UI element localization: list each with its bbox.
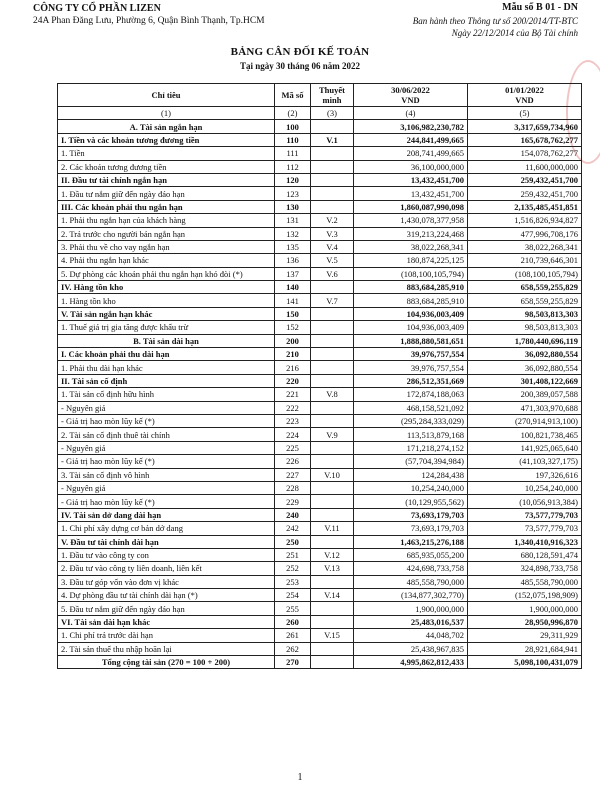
table-row — [58, 374, 582, 387]
row-note — [311, 307, 354, 320]
row-label: 1. Đầu tư nắm giữ đến ngày đáo hạn — [58, 187, 275, 200]
row-label: IV. Hàng tồn kho — [58, 281, 275, 294]
row-value-previous: 197,326,616 — [468, 468, 582, 481]
row-note: V.5 — [311, 254, 354, 267]
table-row — [58, 348, 582, 361]
row-value-current: 25,483,016,537 — [354, 615, 468, 628]
row-note — [311, 455, 354, 468]
row-code: 131 — [275, 214, 311, 227]
row-value-previous: 29,311,929 — [468, 629, 582, 642]
table-row — [58, 642, 582, 655]
row-note — [311, 361, 354, 374]
row-note — [311, 602, 354, 615]
row-code: 130 — [275, 200, 311, 213]
table-row — [58, 589, 582, 602]
table-row — [58, 615, 582, 628]
row-code: 242 — [275, 522, 311, 535]
row-value-previous: 1,900,000,000 — [468, 602, 582, 615]
row-label: III. Các khoản phải thu ngắn hạn — [58, 200, 275, 213]
table-row — [58, 120, 582, 133]
row-code: 254 — [275, 589, 311, 602]
row-code: 225 — [275, 441, 311, 454]
table-row — [58, 455, 582, 468]
row-code: 210 — [275, 348, 311, 361]
row-note — [311, 147, 354, 160]
table-row — [58, 414, 582, 427]
row-value-current: 485,558,790,000 — [354, 575, 468, 588]
row-value-previous: (108,100,105,794) — [468, 267, 582, 280]
row-value-previous: 200,389,057,588 — [468, 388, 582, 401]
row-value-previous: 1,516,826,934,827 — [468, 214, 582, 227]
row-value-previous: 100,821,738,465 — [468, 428, 582, 441]
table-row — [58, 428, 582, 441]
table-row — [58, 254, 582, 267]
row-code: 220 — [275, 374, 311, 387]
col-index: (5) — [468, 107, 582, 120]
row-value-current: 883,684,285,910 — [354, 281, 468, 294]
row-code: 135 — [275, 240, 311, 253]
row-value-previous: 141,925,065,640 — [468, 441, 582, 454]
row-value-previous: 73,577,779,703 — [468, 508, 582, 521]
row-label: 2. Trả trước cho người bán ngắn hạn — [58, 227, 275, 240]
row-note — [311, 495, 354, 508]
row-label: 4. Phải thu ngắn hạn khác — [58, 254, 275, 267]
row-value-current: 468,158,521,092 — [354, 401, 468, 414]
table-row — [58, 361, 582, 374]
table-row — [58, 307, 582, 320]
row-value-current: 1,860,087,990,098 — [354, 200, 468, 213]
row-value-current: 124,284,438 — [354, 468, 468, 481]
row-value-previous: (41,103,327,175) — [468, 455, 582, 468]
col-header-note: Thuyết minh — [311, 84, 354, 107]
row-code: 152 — [275, 321, 311, 334]
row-code: 270 — [275, 656, 311, 669]
table-row — [58, 200, 582, 213]
row-value-current: 180,874,225,125 — [354, 254, 468, 267]
row-value-previous: 3,317,659,734,960 — [468, 120, 582, 133]
row-value-current: 208,741,499,665 — [354, 147, 468, 160]
row-label: 2. Các khoản tương đương tiền — [58, 160, 275, 173]
row-note: V.8 — [311, 388, 354, 401]
table-row — [58, 214, 582, 227]
row-label: 2. Đầu tư vào công ty liên doanh, liên kết — [58, 562, 275, 575]
table-row — [58, 562, 582, 575]
row-value-current: 39,976,757,554 — [354, 361, 468, 374]
row-value-current: 104,936,003,409 — [354, 307, 468, 320]
row-label: 1. Chi phí xây dựng cơ bản dở dang — [58, 522, 275, 535]
row-label: II. Đầu tư tài chính ngắn hạn — [58, 173, 275, 186]
row-code: 240 — [275, 508, 311, 521]
row-value-previous: 154,078,762,277 — [468, 147, 582, 160]
table-row — [58, 441, 582, 454]
row-note — [311, 374, 354, 387]
row-note — [311, 160, 354, 173]
row-note: V.6 — [311, 267, 354, 280]
row-note: V.11 — [311, 522, 354, 535]
balance-sheet-table — [57, 83, 582, 669]
row-code: 260 — [275, 615, 311, 628]
row-label: I. Tiền và các khoản tương đương tiền — [58, 133, 275, 146]
row-code: 150 — [275, 307, 311, 320]
row-label: - Giá trị hao mòn lũy kế (*) — [58, 495, 275, 508]
table-row — [58, 267, 582, 280]
row-value-previous: 1,340,410,916,323 — [468, 535, 582, 548]
col-index: (1) — [58, 107, 275, 120]
row-value-previous: 259,432,451,700 — [468, 187, 582, 200]
table-row — [58, 388, 582, 401]
row-code: 224 — [275, 428, 311, 441]
row-label: - Giá trị hao mòn lũy kế (*) — [58, 455, 275, 468]
row-value-current: 1,463,215,276,188 — [354, 535, 468, 548]
row-note — [311, 334, 354, 347]
row-value-previous: 98,503,813,303 — [468, 321, 582, 334]
circular-line-2: Ngày 22/12/2014 của Bộ Tài chính — [451, 28, 578, 38]
company-name: CÔNG TY CỔ PHẦN LIZEN — [33, 3, 161, 14]
company-address: 24A Phan Đăng Lưu, Phường 6, Quận Bình Thạnh, Tp.HCM — [33, 16, 265, 26]
row-code: 100 — [275, 120, 311, 133]
row-value-previous: 73,577,779,703 — [468, 522, 582, 535]
col-index: (3) — [311, 107, 354, 120]
row-code: 137 — [275, 267, 311, 280]
row-value-current: 104,936,003,409 — [354, 321, 468, 334]
row-label: V. Đầu tư tài chính dài hạn — [58, 535, 275, 548]
row-value-current: 1,430,078,377,958 — [354, 214, 468, 227]
row-code: 110 — [275, 133, 311, 146]
row-value-current: 3,106,982,230,782 — [354, 120, 468, 133]
row-label: 1. Phải thu dài hạn khác — [58, 361, 275, 374]
row-value-previous: 324,898,733,758 — [468, 562, 582, 575]
row-value-previous: 10,254,240,000 — [468, 481, 582, 494]
row-value-current: 13,432,451,700 — [354, 187, 468, 200]
row-code: 123 — [275, 187, 311, 200]
row-value-previous: 38,022,268,341 — [468, 240, 582, 253]
row-label: 5. Dự phòng các khoản phải thu ngắn hạn khó đòi (*) — [58, 267, 275, 280]
row-value-current: (57,704,394,984) — [354, 455, 468, 468]
row-label: VI. Tài sản dài hạn khác — [58, 615, 275, 628]
row-note: V.12 — [311, 548, 354, 561]
table-row — [58, 602, 582, 615]
table-row — [58, 401, 582, 414]
row-note: V.3 — [311, 227, 354, 240]
row-label: - Nguyên giá — [58, 481, 275, 494]
row-code: 251 — [275, 548, 311, 561]
row-value-current: 10,254,240,000 — [354, 481, 468, 494]
row-value-current: (134,877,302,770) — [354, 589, 468, 602]
row-note — [311, 656, 354, 669]
row-value-current: 38,022,268,341 — [354, 240, 468, 253]
table-row — [58, 147, 582, 160]
row-note — [311, 615, 354, 628]
row-code: 253 — [275, 575, 311, 588]
row-label: 1. Phải thu ngắn hạn của khách hàng — [58, 214, 275, 227]
row-value-previous: 1,780,440,696,119 — [468, 334, 582, 347]
table-row — [58, 294, 582, 307]
row-code: 132 — [275, 227, 311, 240]
row-label: I. Các khoản phải thu dài hạn — [58, 348, 275, 361]
row-label: 2. Tài sản cố định thuê tài chính — [58, 428, 275, 441]
row-code: 262 — [275, 642, 311, 655]
table-row — [58, 281, 582, 294]
row-label: 1. Đầu tư vào công ty con — [58, 548, 275, 561]
row-code: 221 — [275, 388, 311, 401]
row-note — [311, 481, 354, 494]
form-number: Mẫu số B 01 - DN — [502, 2, 578, 13]
col-header-current: 30/06/2022 VND — [354, 84, 468, 107]
row-label: B. Tài sản dài hạn — [58, 334, 275, 347]
row-code: 112 — [275, 160, 311, 173]
row-label: 5. Đầu tư nắm giữ đến ngày đáo hạn — [58, 602, 275, 615]
row-note: V.9 — [311, 428, 354, 441]
row-value-current: 172,874,188,063 — [354, 388, 468, 401]
row-value-current: 73,693,179,703 — [354, 522, 468, 535]
row-label: - Giá trị hao mòn lũy kế (*) — [58, 414, 275, 427]
row-note: V.13 — [311, 562, 354, 575]
row-value-current: 424,698,733,758 — [354, 562, 468, 575]
row-value-current: 39,976,757,554 — [354, 348, 468, 361]
row-value-previous: (10,056,913,384) — [468, 495, 582, 508]
table-row — [58, 468, 582, 481]
row-value-previous: (152,075,198,909) — [468, 589, 582, 602]
table-row — [58, 522, 582, 535]
row-value-current: 36,100,000,000 — [354, 160, 468, 173]
document-title: BẢNG CÂN ĐỐI KẾ TOÁN — [230, 46, 370, 58]
row-note — [311, 187, 354, 200]
row-label: 1. Chi phí trả trước dài hạn — [58, 629, 275, 642]
row-note — [311, 281, 354, 294]
document-subtitle: Tại ngày 30 tháng 06 năm 2022 — [239, 61, 361, 71]
row-label: V. Tài sản ngắn hạn khác — [58, 307, 275, 320]
row-value-current: 44,048,702 — [354, 629, 468, 642]
table-row — [58, 495, 582, 508]
row-label: A. Tài sản ngắn hạn — [58, 120, 275, 133]
row-code: 216 — [275, 361, 311, 374]
row-value-current: 171,218,274,152 — [354, 441, 468, 454]
row-label: 1. Hàng tồn kho — [58, 294, 275, 307]
row-note — [311, 642, 354, 655]
row-value-previous: 301,408,122,669 — [468, 374, 582, 387]
table-row — [58, 334, 582, 347]
row-note — [311, 441, 354, 454]
row-label: 3. Đầu tư góp vốn vào đơn vị khác — [58, 575, 275, 588]
row-code: 120 — [275, 173, 311, 186]
row-value-previous: 485,558,790,000 — [468, 575, 582, 588]
row-code: 252 — [275, 562, 311, 575]
row-label: 1. Tiền — [58, 147, 275, 160]
row-value-previous: 658,559,255,829 — [468, 294, 582, 307]
column-index-row — [58, 107, 582, 120]
row-note — [311, 535, 354, 548]
row-note — [311, 575, 354, 588]
row-code: 200 — [275, 334, 311, 347]
row-value-previous: (270,914,913,100) — [468, 414, 582, 427]
table-row — [58, 508, 582, 521]
row-code: 141 — [275, 294, 311, 307]
row-value-current: (10,129,955,562) — [354, 495, 468, 508]
row-value-current: (108,100,105,794) — [354, 267, 468, 280]
row-value-current: 113,513,879,168 — [354, 428, 468, 441]
row-value-previous: 5,098,100,431,079 — [468, 656, 582, 669]
row-note — [311, 414, 354, 427]
row-note — [311, 120, 354, 133]
col-header-previous: 01/01/2022 VND — [468, 84, 582, 107]
row-note — [311, 348, 354, 361]
row-note: V.2 — [311, 214, 354, 227]
row-value-current: (295,284,333,029) — [354, 414, 468, 427]
row-value-current: 244,841,499,665 — [354, 133, 468, 146]
row-note: V.7 — [311, 294, 354, 307]
row-value-current: 4,995,862,812,433 — [354, 656, 468, 669]
row-code: 111 — [275, 147, 311, 160]
row-value-current: 1,888,880,581,651 — [354, 334, 468, 347]
row-value-previous: 471,303,970,688 — [468, 401, 582, 414]
row-note: V.15 — [311, 629, 354, 642]
row-code: 136 — [275, 254, 311, 267]
form-header — [413, 2, 578, 40]
row-label: - Nguyên giá — [58, 401, 275, 414]
row-label: Tổng cộng tài sản (270 = 100 + 200) — [58, 656, 275, 669]
row-value-previous: 98,503,813,303 — [468, 307, 582, 320]
row-value-previous: 210,739,646,301 — [468, 254, 582, 267]
table-row — [58, 160, 582, 173]
row-note — [311, 508, 354, 521]
page-number: 1 — [297, 772, 303, 783]
row-code: 229 — [275, 495, 311, 508]
row-value-previous: 11,600,000,000 — [468, 160, 582, 173]
row-label: 3. Tài sản cố định vô hình — [58, 468, 275, 481]
table-row — [58, 481, 582, 494]
row-note — [311, 401, 354, 414]
row-code: 140 — [275, 281, 311, 294]
row-code: 250 — [275, 535, 311, 548]
row-code: 226 — [275, 455, 311, 468]
row-label: 1. Thuế giá trị gia tăng được khấu trừ — [58, 321, 275, 334]
row-label: 4. Dự phòng đầu tư tài chính dài hạn (*) — [58, 589, 275, 602]
table-row — [58, 548, 582, 561]
row-code: 261 — [275, 629, 311, 642]
table-row — [58, 227, 582, 240]
row-code: 223 — [275, 414, 311, 427]
row-value-previous: 28,921,684,941 — [468, 642, 582, 655]
row-code: 227 — [275, 468, 311, 481]
row-note — [311, 173, 354, 186]
table-row — [58, 133, 582, 146]
row-code: 228 — [275, 481, 311, 494]
row-label: - Nguyên giá — [58, 441, 275, 454]
col-index: (2) — [275, 107, 311, 120]
row-note: V.1 — [311, 133, 354, 146]
row-code: 255 — [275, 602, 311, 615]
table-header-row — [58, 84, 582, 107]
row-value-previous: 36,092,880,554 — [468, 361, 582, 374]
table-row — [58, 629, 582, 642]
row-note — [311, 200, 354, 213]
row-value-previous: 2,135,485,451,851 — [468, 200, 582, 213]
row-label: 2. Tài sản thuế thu nhập hoãn lại — [58, 642, 275, 655]
col-header-code: Mã số — [275, 84, 311, 107]
table-row — [58, 575, 582, 588]
table-row — [58, 656, 582, 669]
row-label: IV. Tài sản dở dang dài hạn — [58, 508, 275, 521]
table-row — [58, 187, 582, 200]
company-header — [33, 2, 265, 28]
row-value-previous: 165,678,762,277 — [468, 133, 582, 146]
row-note: V.4 — [311, 240, 354, 253]
table-row — [58, 173, 582, 186]
table-row — [58, 240, 582, 253]
table-row — [58, 321, 582, 334]
row-value-current: 319,213,224,468 — [354, 227, 468, 240]
row-label: 1. Tài sản cố định hữu hình — [58, 388, 275, 401]
row-value-previous: 658,559,255,829 — [468, 281, 582, 294]
row-value-current: 685,935,055,200 — [354, 548, 468, 561]
col-index: (4) — [354, 107, 468, 120]
row-value-previous: 259,432,451,700 — [468, 173, 582, 186]
row-value-previous: 477,996,708,176 — [468, 227, 582, 240]
table-row — [58, 535, 582, 548]
row-label: 3. Phải thu về cho vay ngắn hạn — [58, 240, 275, 253]
col-header-item: Chỉ tiêu — [58, 84, 275, 107]
row-note: V.14 — [311, 589, 354, 602]
row-value-current: 883,684,285,910 — [354, 294, 468, 307]
row-value-previous: 28,950,996,870 — [468, 615, 582, 628]
circular-line-1: Ban hành theo Thông tư số 200/2014/TT-BTC — [412, 15, 578, 26]
row-value-current: 13,432,451,700 — [354, 173, 468, 186]
row-value-current: 73,693,179,703 — [354, 508, 468, 521]
row-note — [311, 321, 354, 334]
row-value-current: 286,512,351,669 — [354, 374, 468, 387]
row-value-previous: 36,092,880,554 — [468, 348, 582, 361]
row-label: II. Tài sản cố định — [58, 374, 275, 387]
row-value-previous: 680,128,591,474 — [468, 548, 582, 561]
row-value-current: 1,900,000,000 — [354, 602, 468, 615]
row-value-current: 25,438,967,835 — [354, 642, 468, 655]
row-code: 222 — [275, 401, 311, 414]
row-note: V.10 — [311, 468, 354, 481]
